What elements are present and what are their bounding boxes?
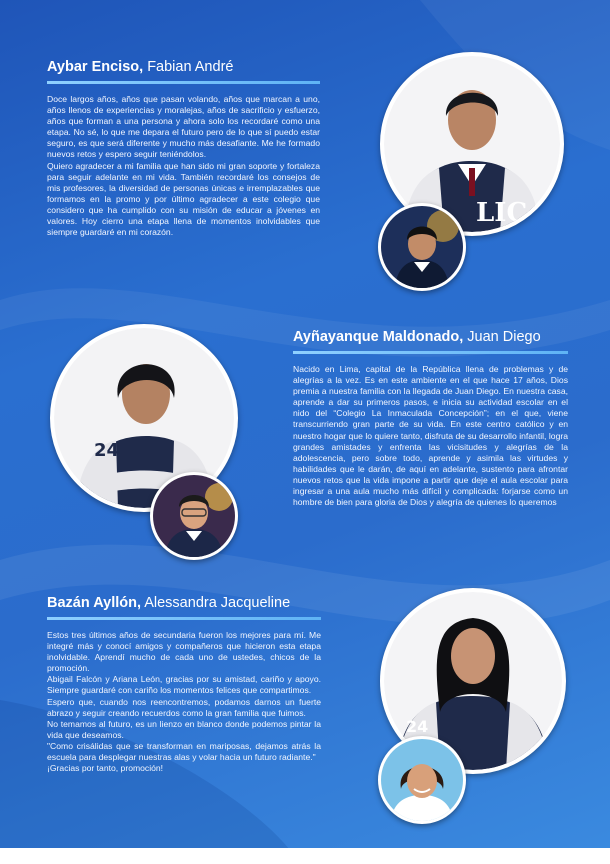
student-entry-1 <box>47 58 320 238</box>
bio-paragraph: Estos tres últimos años de secundaria fueron los mejores para mí. Me integré más y conocí amigos y compañeros que hicieron esta etapa inolvidable. Aprendí mucho de cada uno de ustedes, chicos de la promoción. <box>47 630 321 674</box>
student-given-name: Juan Diego <box>463 329 541 345</box>
student-name <box>293 328 568 346</box>
student-bio <box>293 364 568 508</box>
student-surname: Aybar Enciso, <box>47 59 144 75</box>
student-surname: Bazán Ayllón, <box>47 595 141 611</box>
student-entry-2 <box>293 328 568 508</box>
student-child-photo-3 <box>378 736 466 824</box>
student-bio <box>47 94 320 238</box>
bio-paragraph: "Como crisálidas que se transforman en mariposas, dejamos atrás la escuela para desplegar nuestras alas y volar hacia un futuro radiante." <box>47 740 321 763</box>
name-underline <box>47 81 320 84</box>
bio-paragraph: Doce largos años, años que pasan volando, años que marcan a uno, años llenos de experiencias y moralejas, años de sacrificio y esfuerzo, años que forman a una persona y ahora solo los recordaré como una etapa. No sé, lo que me depara el futuro pero de lo que sí puedo estar seguro, es que será diferente y mucho más desafiante. Me he formado nuevos retos y espero seguir teniéndolos. <box>47 94 320 160</box>
jacket-number: 24 <box>94 440 120 461</box>
name-underline <box>293 351 568 354</box>
name-underline <box>47 617 321 620</box>
bio-paragraph: ¡Gracias por tanto, promoción! <box>47 763 164 774</box>
bio-paragraph: No temamos al futuro, es un lienzo en blanco donde podemos pintar la vida que deseamos. <box>47 718 321 740</box>
student-name <box>47 58 320 76</box>
student-surname: Ayñayanque Maldonado, <box>293 329 464 345</box>
student-bio <box>47 630 321 774</box>
jacket-letters: LIC <box>476 198 528 228</box>
bio-paragraph: Abigail Falcón y Ariana León, gracias por su amistad, cariño y apoyo. Siempre guardaré con cariño los momentos felices que compartimos. <box>47 674 321 696</box>
page-bottom-margin <box>0 848 610 864</box>
student-child-photo-1 <box>378 203 466 291</box>
student-given-name: Alessandra Jacqueline <box>141 595 291 611</box>
jacket-number: 24 <box>406 717 429 736</box>
student-given-name: Fabian André <box>143 59 234 75</box>
student-entry-3 <box>47 594 321 774</box>
student-child-photo-2 <box>150 472 238 560</box>
bio-paragraph: Quiero agradecer a mi familia que han sido mi gran soporte y fortaleza para seguir adelante en mi vida. También recordaré los consejos de mis profesores, la diversidad de personas únicas e irremplazables que formamos en la promo y por último agradecer a este colegio que considero que ha cumplido con su misión de educar a jóvenes en valores. Hoy cierro una etapa llena de momentos inolvidables que siempre guardaré en mi corazón. <box>47 160 320 238</box>
bio-paragraph: Nacido en Lima, capital de la República llena de problemas y de alegrías a la vez. Es en este ambiente en el que hace 17 años, Dios premia a nuestra familia con la llegada de Juan Diego. En nuestra casa, aprende a dar su primeros pasos, e inicia su actividad escolar en el nido del “Colegio La Inmaculada Concepción”; en el que, viene transcurriendo gran parte de su vida. En este centro católico y en nuestro hogar que lo quiere tanto, disfruta de su desarrollo infantil, logra grandes amistades y enfrenta las vicisitudes y alegrías de la adolescencia, pero sobre todo, aprende y asimila las virtudes y habilidades que le darán, de aquí en adelante, sustento para afrontar nuevos retos que la vida impone a partir que deje el aula escolar para ingresar a una aula mucho más difícil y complicada: forjarse como un hombre de bien para gloria de Dios y alegría de quienes lo queremos <box>293 364 568 508</box>
bio-paragraph: Espero que, cuando nos reencontremos, podamos darnos un fuerte abrazo y seguir creando recuerdos como la gran familia que fuimos. <box>47 696 321 718</box>
student-name <box>47 594 321 612</box>
